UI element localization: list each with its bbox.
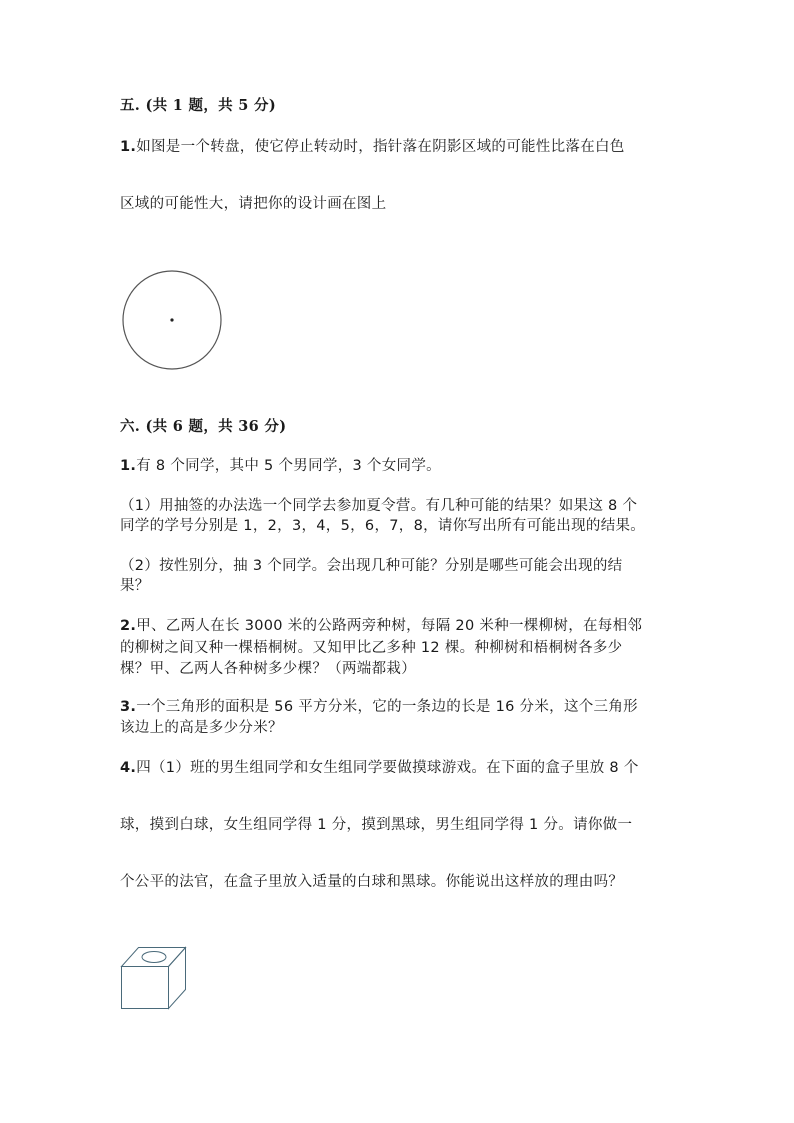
s5-q1-text-1: 如图是一个转盘，使它停止转动时，指针落在阴影区域的可能性比落在白色	[136, 139, 625, 155]
s6-q3-text-1: 一个三角形的面积是 56 平方分米，它的一条边的长是 16 分米，这个三角形	[136, 699, 638, 715]
s5-q1-line1	[120, 137, 625, 157]
s6-q1-part1-line1: （1）用抽签的办法选一个同学去参加夏令营。有几种可能的结果？如果这 8 个	[120, 498, 638, 514]
s6-q1-part2-line2: 果？	[120, 578, 150, 594]
s6-q1-line1	[120, 456, 441, 476]
s6-q3-line1	[120, 697, 638, 717]
s6-q2-line3: 棵？甲、乙两人各种树多少棵？（两端都栽）	[120, 661, 416, 677]
spinner-center-dot	[170, 318, 173, 321]
s6-q2-text-1: 甲、乙两人在长 3000 米的公路两旁种树，每隔 20 米种一棵柳树，在每相邻	[136, 618, 643, 634]
s5-q1-line2: 区域的可能性大，请把你的设计画在图上	[120, 196, 387, 212]
spinner-circle-diagram	[122, 270, 224, 372]
s6-q1-text-1: 有 8 个同学，其中 5 个男同学，3 个女同学。	[136, 458, 441, 474]
s6-q3-number: 3.	[120, 699, 137, 715]
s6-q4-line3: 个公平的法官，在盒子里放入适量的白球和黑球。你能说出这样放的理由吗？	[120, 874, 624, 890]
section-6-heading: 六. (共 6 题，共 36 分)	[120, 418, 287, 435]
s6-q4-text-1: 四（1）班的男生组同学和女生组同学要做摸球游戏。在下面的盒子里放 8 个	[136, 760, 639, 776]
s6-q1-part1-line2: 同学的学号分别是 1，2，3，4，5，6，7，8，请你写出所有可能出现的结果。	[120, 518, 646, 534]
box-hole	[142, 952, 166, 963]
ball-box-diagram	[120, 945, 190, 1011]
ball-box	[122, 948, 186, 1009]
s6-q3-line2: 该边上的高是多少分米？	[120, 720, 283, 736]
s6-q2-number: 2.	[120, 618, 137, 634]
box-top-face	[122, 948, 186, 967]
s6-q4-line2: 球，摸到白球，女生组同学得 1 分，摸到黑球，男生组同学得 1 分。请你做一	[120, 817, 633, 833]
box-front-face	[122, 967, 169, 1009]
s6-q1-part2-line1: （2）按性别分，抽 3 个同学。会出现几种可能？分别是哪些可能会出现的结	[120, 558, 623, 574]
s6-q4-number: 4.	[120, 760, 137, 776]
s6-q1-number: 1.	[120, 458, 137, 474]
box-side-face	[169, 948, 186, 1009]
s6-q2-line1	[120, 616, 642, 636]
s6-q2-line2: 的柳树之间又种一棵梧桐树。又知甲比乙多种 12 棵。种柳树和梧桐树各多少	[120, 640, 623, 656]
s5-q1-number: 1.	[120, 139, 137, 155]
section-5-heading: 五. (共 1 题，共 5 分)	[120, 97, 276, 114]
s6-q4-line1	[120, 758, 639, 778]
